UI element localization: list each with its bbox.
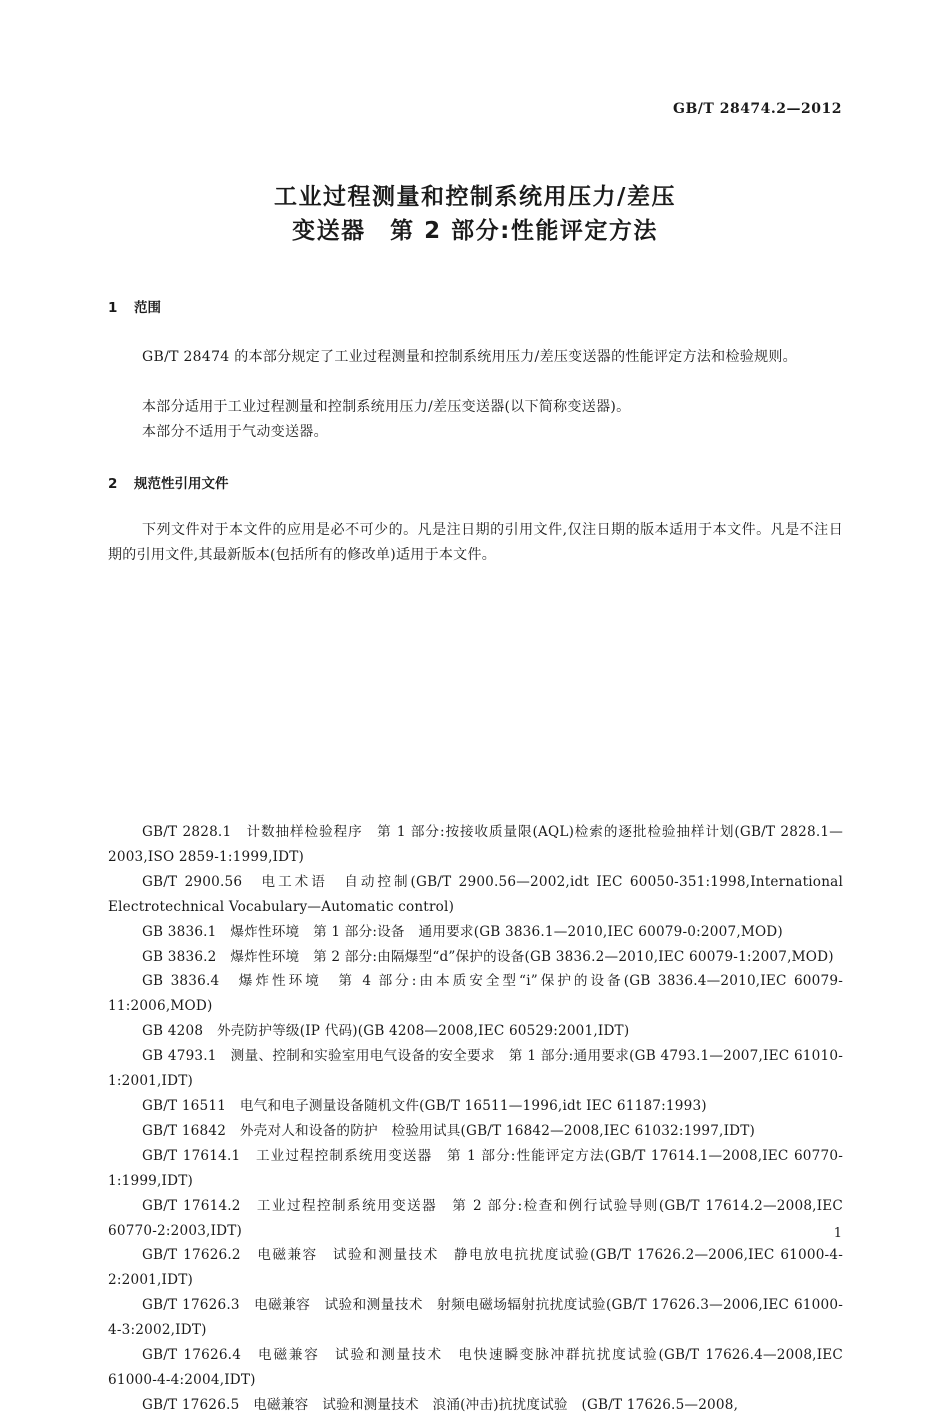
- section-1-heading: [108, 296, 161, 316]
- title-line-1: 工业过程测量和控制系统用压力/差压: [274, 184, 676, 210]
- reference-list: [108, 820, 843, 1418]
- reference-item: GB/T 17626.4 电磁兼容 试验和测量技术 电快速瞬变脉冲群抗扰度试验(GB/T 17626.4—2008,IEC 61000-4-4:2004,IDT): [108, 1347, 843, 1388]
- standard-number: GB/T 28474.2—2012: [673, 101, 842, 117]
- section-1-paragraph-2: 本部分适用于工业过程测量和控制系统用压力/差压变送器(以下简称变送器)。: [142, 399, 631, 415]
- reference-item: GB 3836.4 爆炸性环境 第 4 部分:由本质安全型“i”保护的设备(GB 3836.4—2010,IEC 60079-11:2006,MOD): [108, 973, 843, 1015]
- reference-item: GB/T 2900.56 电工术语 自动控制(GB/T 2900.56—2002,idt IEC 60050-351:1998,International Electrotechnical Vocabulary—Automatic control): [108, 873, 843, 915]
- reference-item: GB/T 16511 电气和电子测量设备随机文件(GB/T 16511—1996,idt IEC 61187:1993): [142, 1097, 707, 1114]
- section-title: 规范性引用文件: [134, 476, 229, 492]
- reference-item: GB/T 2828.1 计数抽样检验程序 第 1 部分:按接收质量限(AQL)检索的逐批检验抽样计划(GB/T 2828.1—2003,ISO 2859-1:1999,IDT): [108, 824, 843, 865]
- reference-item: GB/T 17614.1 工业过程控制系统用变送器 第 1 部分:性能评定方法(GB/T 17614.1—2008,IEC 60770-1:1999,IDT): [108, 1147, 843, 1189]
- page-number: 1: [833, 1226, 842, 1241]
- reference-item: GB/T 16842 外壳对人和设备的防护 检验用试具(GB/T 16842—2008,IEC 61032:1997,IDT): [142, 1122, 756, 1139]
- reference-item: GB/T 17626.3 电磁兼容 试验和测量技术 射频电磁场辐射抗扰度试验(GB/T 17626.3—2006,IEC 61000-4-3:2002,IDT): [108, 1297, 843, 1339]
- reference-item: GB 3836.2 爆炸性环境 第 2 部分:由隔爆型“d”保护的设备(GB 3836.2—2010,IEC 60079-1:2007,MOD): [142, 948, 834, 965]
- reference-item: GB/T 17626.5 电磁兼容 试验和测量技术 浪涌(冲击)抗扰度试验 (GB/T 17626.5—2008,: [142, 1396, 739, 1413]
- reference-item: GB 4793.1 测量、控制和实验室用电气设备的安全要求 第 1 部分:通用要求(GB 4793.1—2007,IEC 61010-1:2001,IDT): [108, 1048, 843, 1090]
- reference-item: GB 3836.1 爆炸性环境 第 1 部分:设备 通用要求(GB 3836.1—2010,IEC 60079-0:2007,MOD): [142, 923, 783, 940]
- document-title: [0, 180, 950, 248]
- title-line-2: 变送器 第 2 部分:性能评定方法: [292, 218, 658, 244]
- reference-item: GB 4208 外壳防护等级(IP 代码)(GB 4208—2008,IEC 60529:2001,IDT): [142, 1023, 630, 1040]
- section-number: 2: [108, 476, 118, 492]
- reference-item: GB/T 17626.2 电磁兼容 试验和测量技术 静电放电抗扰度试验(GB/T 17626.2—2006,IEC 61000-4-2:2001,IDT): [108, 1247, 843, 1289]
- section-1-paragraph-3: 本部分不适用于气动变送器。: [142, 424, 328, 440]
- section-title: 范围: [134, 300, 161, 316]
- section-2-heading: [108, 472, 229, 492]
- section-number: 1: [108, 300, 118, 316]
- reference-item: GB/T 17614.2 工业过程控制系统用变送器 第 2 部分:检查和例行试验导则(GB/T 17614.2—2008,IEC 60770-2:2003,IDT): [108, 1197, 843, 1239]
- section-1-paragraph-1: GB/T 28474 的本部分规定了工业过程测量和控制系统用压力/差压变送器的性能评定方法和检验规则。: [142, 349, 797, 365]
- section-2-intro: 下列文件对于本文件的应用是必不可少的。凡是注日期的引用文件,仅注日期的版本适用于本文件。凡是不注日期的引用文件,其最新版本(包括所有的修改单)适用于本文件。: [108, 522, 843, 563]
